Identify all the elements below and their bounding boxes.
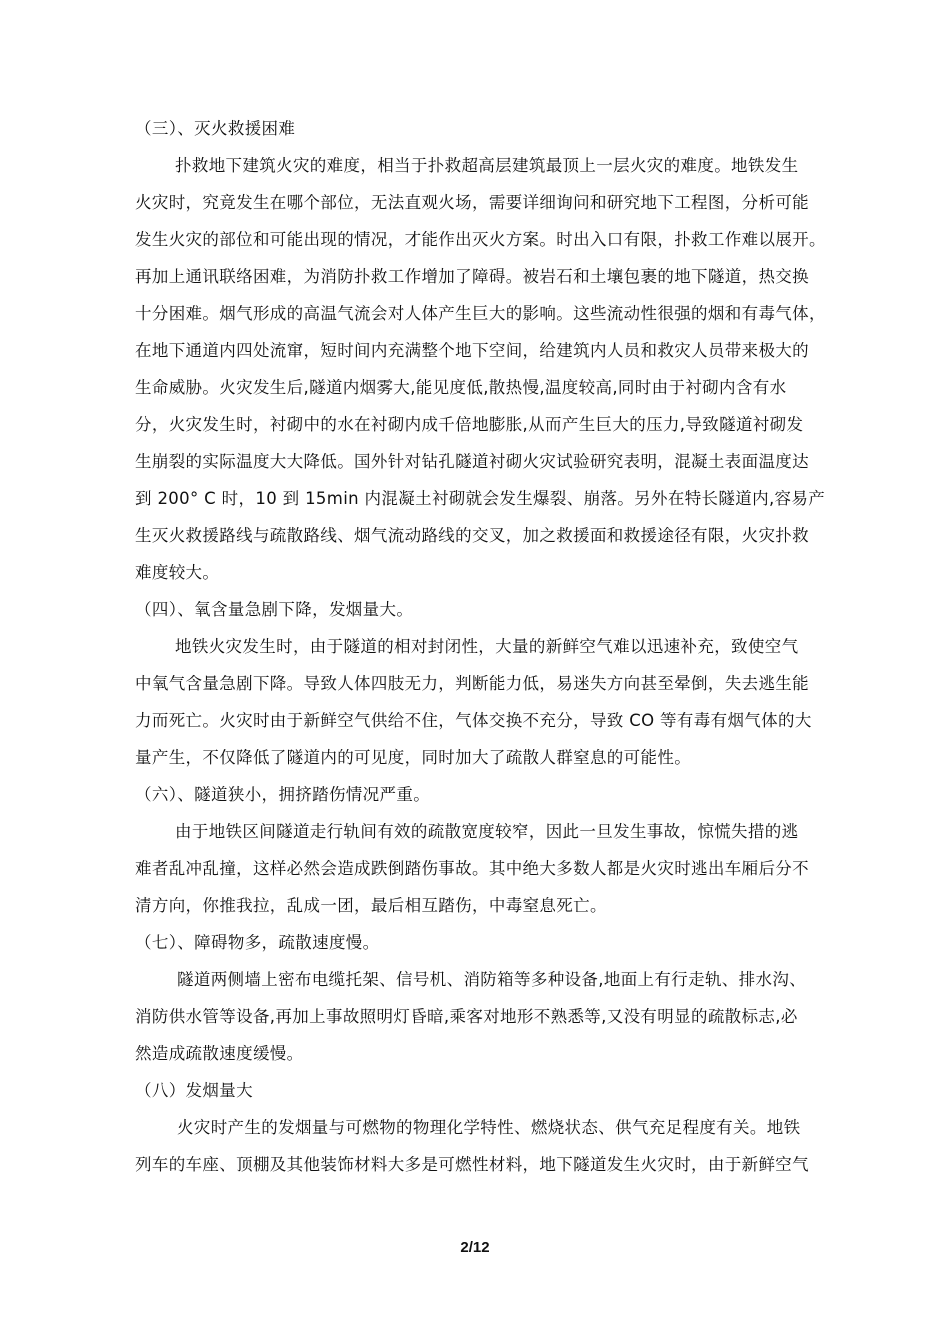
section-heading: （三）、灭火救援困难 xyxy=(135,119,296,138)
paragraph-line: 到 200° C 时，10 到 15min 内混凝土衬砌就会发生爆裂、崩落。另外在特长隧道内,容易产 xyxy=(135,489,826,508)
paragraph-line: 扑救地下建筑火灾的难度，相当于扑救超高层建筑最顶上一层火灾的难度。地铁发生 xyxy=(175,156,799,175)
paragraph-line: 中氧气含量急剧下降。导致人体四肢无力，判断能力低，易迷失方向甚至晕倒，失去逃生能 xyxy=(135,674,809,693)
paragraph-line: 由于地铁区间隧道走行轨间有效的疏散宽度较窄，因此一旦发生事故，惊慌失措的逃 xyxy=(175,822,799,841)
section-heading: （七）、障碍物多，疏散速度慢。 xyxy=(135,933,380,952)
section-heading: （八）发烟量大 xyxy=(135,1081,253,1100)
paragraph-line: 难者乱冲乱撞，这样必然会造成跌倒踏伤事故。其中绝大多数人都是火灾时逃出车厢后分不 xyxy=(135,859,809,878)
paragraph-line: 难度较大。 xyxy=(135,563,220,582)
paragraph-line: 量产生，不仅降低了隧道内的可见度，同时加大了疏散人群窒息的可能性。 xyxy=(135,748,692,767)
paragraph-line: 十分困难。烟气形成的高温气流会对人体产生巨大的影响。这些流动性很强的烟和有毒气体， xyxy=(135,304,826,323)
paragraph-line: 生灭火救援路线与疏散路线、烟气流动路线的交叉，加之救援面和救援途径有限，火灾扑救 xyxy=(135,526,809,545)
paragraph-line: 隧道两侧墙上密布电缆托架、信号机、消防箱等多种设备,地面上有行走轨、排水沟、 xyxy=(177,970,807,989)
paragraph-line: 火灾时，究竟发生在哪个部位，无法直观火场，需要详细询问和研究地下工程图，分析可能 xyxy=(135,193,809,212)
paragraph-line: 发生火灾的部位和可能出现的情况，才能作出灭火方案。时出入口有限，扑救工作难以展开。 xyxy=(135,230,826,249)
section-heading: （六）、隧道狭小，拥挤踏伤情况严重。 xyxy=(135,785,431,804)
paragraph-line: 清方向，你推我拉，乱成一团，最后相互踏伤，中毒窒息死亡。 xyxy=(135,896,607,915)
paragraph-line: 然造成疏散速度缓慢。 xyxy=(135,1044,304,1063)
paragraph-line: 生崩裂的实际温度大大降低。国外针对钻孔隧道衬砌火灾试验研究表明，混凝土表面温度达 xyxy=(135,452,809,471)
paragraph-line: 在地下通道内四处流窜，短时间内充满整个地下空间，给建筑内人员和救灾人员带来极大的 xyxy=(135,341,809,360)
paragraph-line: 列车的车座、顶棚及其他装饰材料大多是可燃性材料，地下隧道发生火灾时，由于新鲜空气 xyxy=(135,1155,809,1174)
paragraph-line: 生命威胁。火灾发生后,隧道内烟雾大,能见度低,散热慢,温度较高,同时由于衬砌内含有水 xyxy=(135,378,787,397)
paragraph-line: 地铁火灾发生时，由于隧道的相对封闭性，大量的新鲜空气难以迅速补充，致使空气 xyxy=(175,637,799,656)
page-number: 2/12 xyxy=(460,1239,490,1256)
paragraph-line: 分，火灾发生时，衬砌中的水在衬砌内成千倍地膨胀,从而产生巨大的压力,导致隧道衬砌发 xyxy=(135,415,804,434)
section-heading: （四）、氧含量急剧下降，发烟量大。 xyxy=(135,600,414,619)
paragraph-line: 力而死亡。火灾时由于新鲜空气供给不住，气体交换不充分，导致 CO 等有毒有烟气体的大 xyxy=(135,711,812,730)
paragraph-line: 消防供水管等设备,再加上事故照明灯昏暗,乘客对地形不熟悉等,又没有明显的疏散标志,必 xyxy=(135,1007,798,1026)
paragraph-line: 再加上通讯联络困难，为消防扑救工作增加了障碍。被岩石和土壤包裹的地下隧道，热交换 xyxy=(135,267,809,286)
paragraph-line: 火灾时产生的发烟量与可燃物的物理化学特性、燃烧状态、供气充足程度有关。地铁 xyxy=(177,1118,801,1137)
